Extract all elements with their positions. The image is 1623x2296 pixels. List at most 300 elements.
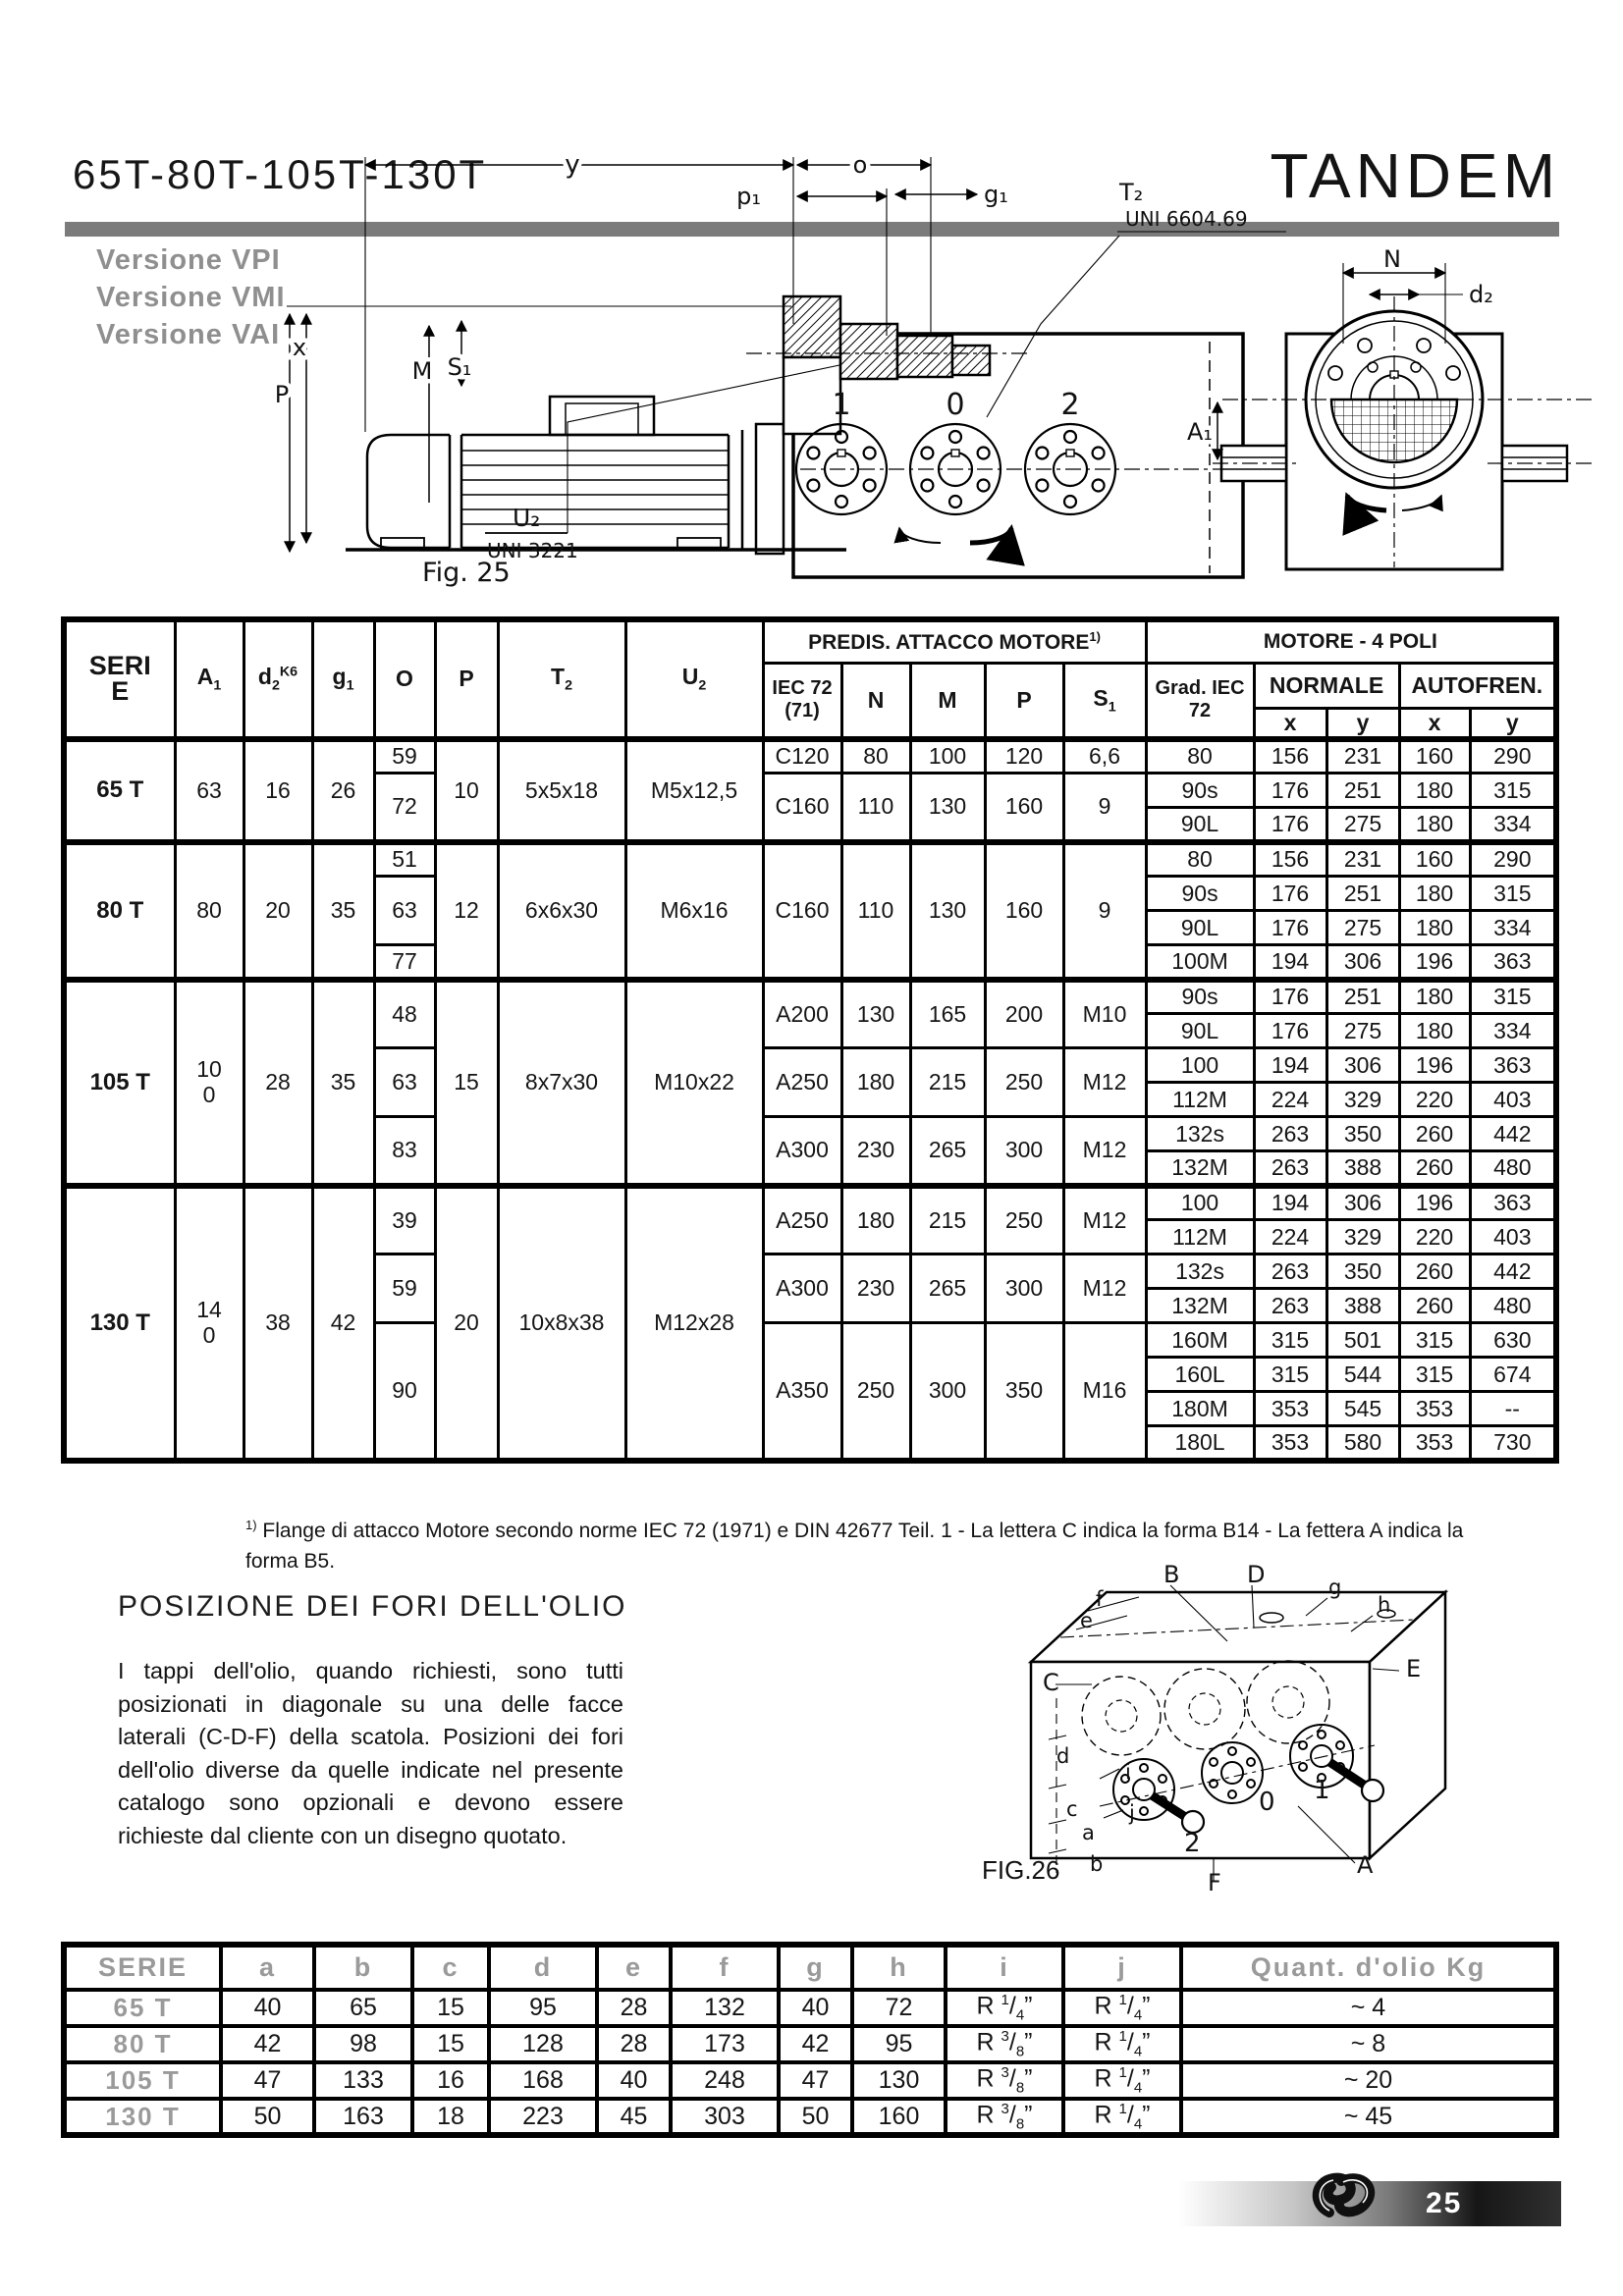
table-cell: 224 (1254, 1083, 1326, 1117)
main-table-header-cell: $U_2$ (625, 619, 763, 739)
table-cell: 40 (597, 2062, 671, 2099)
table-cell: 160 (1399, 739, 1470, 774)
svg-text:A: A (1357, 1851, 1374, 1879)
table-cell: 315 (1470, 774, 1556, 808)
main-table-header-cell: M (910, 663, 985, 739)
fig25-technical-drawing (265, 147, 1623, 599)
brand-logo-icon (1304, 2165, 1388, 2226)
main-table-header-cell: P (435, 619, 498, 739)
table-cell: R $^3/_8$” (946, 2026, 1063, 2062)
table-cell: 112M (1146, 1083, 1254, 1117)
port-label-2: 2 (1060, 388, 1080, 422)
table-cell: 132s (1146, 1117, 1254, 1151)
version-item: Versione VMI (96, 282, 286, 313)
table-cell: 480 (1470, 1151, 1556, 1186)
table-cell: ~ 4 (1181, 1990, 1556, 2026)
table-cell: 263 (1254, 1255, 1326, 1289)
table-cell: 28 (597, 1990, 671, 2026)
table-cell: 275 (1326, 808, 1399, 842)
table-cell-serie: 65 T (64, 1990, 221, 2026)
svg-text:D: D (1247, 1561, 1266, 1588)
svg-text:c: c (1066, 1797, 1078, 1821)
dim-label-m: M (411, 357, 433, 385)
table-cell: 35 (312, 980, 374, 1186)
main-dimension-table (61, 616, 1559, 1464)
table-cell: M16 (1063, 1323, 1146, 1461)
table-cell: 100 (175, 980, 243, 1186)
fig25-caption: Fig. 25 (422, 558, 511, 588)
table-cell: 47 (779, 2062, 852, 2099)
table-cell: 388 (1326, 1151, 1399, 1186)
table-cell: 544 (1326, 1358, 1399, 1392)
table-cell: 334 (1470, 911, 1556, 945)
table-row (64, 842, 1556, 877)
table-cell: A250 (763, 1186, 841, 1255)
table-cell: 110 (841, 774, 910, 842)
table-cell: 306 (1326, 1186, 1399, 1220)
svg-text:C: C (1043, 1669, 1059, 1696)
table-cell: 160L (1146, 1358, 1254, 1392)
main-table-header-cell: P (985, 663, 1063, 739)
bottom-table-header-cell: SERIE (64, 1945, 221, 1990)
table-cell: 65 T (64, 739, 175, 842)
dim-label-p: P (274, 381, 290, 408)
table-cell: 231 (1326, 842, 1399, 877)
table-cell: 194 (1254, 1186, 1326, 1220)
table-cell: 42 (221, 2026, 314, 2062)
oil-hole-dimension-table (61, 1942, 1559, 2138)
table-cell: 6,6 (1063, 739, 1146, 774)
table-cell: 315 (1254, 1323, 1326, 1358)
main-table-header-cell: MOTORE - 4 POLI (1146, 619, 1556, 663)
table-cell: 300 (985, 1255, 1063, 1323)
table-cell: 194 (1254, 945, 1326, 980)
svg-text:d: d (1056, 1744, 1070, 1768)
table-cell: 35 (312, 842, 374, 980)
table-cell: 10 (435, 739, 498, 842)
main-table-header-cell: x (1254, 708, 1326, 739)
table-cell: 265 (910, 1255, 985, 1323)
svg-text:E: E (1406, 1655, 1422, 1682)
table-cell: 15 (412, 1990, 489, 2026)
table-cell: 260 (1399, 1117, 1470, 1151)
table-cell: 90L (1146, 1014, 1254, 1048)
dim-label-p1: p₁ (736, 183, 761, 210)
table-cell: 215 (910, 1048, 985, 1117)
dim-label-s1: S₁ (447, 353, 472, 381)
table-cell: 95 (852, 2026, 946, 2062)
oil-section-paragraph: I tappi dell'olio, quando richiesti, sono tutti posizionati in diagonale su una delle facce laterali (C-D-F) della scatola. Posizioni dei fori dell'olio diverse da quelle indicate nel presente catalogo sono opzionali e devono essere richieste dal cliente con un disegno quotato. (118, 1658, 623, 1848)
table-cell: C160 (763, 774, 841, 842)
dim-label-a1: A₁ (1186, 418, 1214, 446)
table-row (64, 1186, 1556, 1220)
table-cell: 334 (1470, 1014, 1556, 1048)
table-cell: 130 T (64, 1186, 175, 1461)
table-cell: 180 (1399, 877, 1470, 911)
version-item: Versione VAI (96, 319, 281, 350)
svg-text:0: 0 (1259, 1788, 1275, 1817)
table-cell: 130 (910, 774, 985, 842)
table-cell: 80 T (64, 842, 175, 980)
table-cell: 6x6x30 (498, 842, 625, 980)
svg-text:e: e (1080, 1609, 1093, 1632)
page-number: 25 (1426, 2187, 1463, 2219)
table-cell: M5x12,5 (625, 739, 763, 842)
table-cell: 15 (412, 2026, 489, 2062)
table-cell: 630 (1470, 1323, 1556, 1358)
table-cell: 180 (1399, 911, 1470, 945)
table-cell: 306 (1326, 1048, 1399, 1083)
table-cell: 42 (312, 1186, 374, 1461)
table-cell: C120 (763, 739, 841, 774)
table-cell: A300 (763, 1117, 841, 1186)
table-cell: 224 (1254, 1220, 1326, 1255)
table-cell: 63 (175, 739, 243, 842)
table-cell: 15 (435, 980, 498, 1186)
table-cell: 176 (1254, 774, 1326, 808)
table-cell: 77 (374, 945, 435, 980)
table-cell: 163 (314, 2099, 412, 2135)
table-cell: 120 (985, 739, 1063, 774)
table-cell: A350 (763, 1323, 841, 1461)
table-cell: 315 (1470, 980, 1556, 1014)
table-cell: 353 (1399, 1426, 1470, 1461)
main-table-header-cell: y (1470, 708, 1556, 739)
table-cell: ~ 8 (1181, 2026, 1556, 2062)
table-cell: 5x5x18 (498, 739, 625, 842)
table-cell: 334 (1470, 808, 1556, 842)
table-cell: 315 (1399, 1323, 1470, 1358)
table-cell: 260 (1399, 1255, 1470, 1289)
table-cell: 223 (489, 2099, 597, 2135)
table-cell: 353 (1254, 1392, 1326, 1426)
svg-text:F: F (1208, 1869, 1221, 1896)
svg-text:2: 2 (1184, 1829, 1201, 1858)
table-cell: 9 (1063, 774, 1146, 842)
table-cell: M10 (1063, 980, 1146, 1048)
port-label-0: 0 (946, 388, 965, 422)
table-cell: 100 (910, 739, 985, 774)
main-table-header-cell: AUTOFREN. (1399, 663, 1556, 708)
table-cell: 260 (1399, 1289, 1470, 1323)
svg-text:b: b (1090, 1852, 1104, 1876)
table-cell: 90s (1146, 774, 1254, 808)
table-cell: 260 (1399, 1151, 1470, 1186)
table-cell: 59 (374, 1255, 435, 1323)
table-cell: M12x28 (625, 1186, 763, 1461)
table-cell: 133 (314, 2062, 412, 2099)
svg-text:a: a (1082, 1821, 1095, 1844)
table-cell: 20 (435, 1186, 498, 1461)
table-cell: 730 (1470, 1426, 1556, 1461)
table-cell: A300 (763, 1255, 841, 1323)
table-cell: M12 (1063, 1255, 1146, 1323)
table-cell: -- (1470, 1392, 1556, 1426)
table-cell: 10x8x38 (498, 1186, 625, 1461)
svg-text:f: f (1096, 1587, 1104, 1611)
table-cell: 180L (1146, 1426, 1254, 1461)
bottom-table-header-cell: d (489, 1945, 597, 1990)
table-cell: 196 (1399, 945, 1470, 980)
table-row (64, 1990, 1556, 2026)
table-cell: 83 (374, 1117, 435, 1186)
table-cell: 194 (1254, 1048, 1326, 1083)
table-cell: 363 (1470, 1186, 1556, 1220)
dim-label-d2: d₂ (1469, 281, 1493, 308)
bottom-table-header-cell: f (671, 1945, 779, 1990)
main-table-header-cell: $S_1$ (1063, 663, 1146, 739)
table-cell: 363 (1470, 1048, 1556, 1083)
main-table-header-cell: $d_2^{K6}$ (243, 619, 312, 739)
table-cell-serie: 130 T (64, 2099, 221, 2135)
bottom-table-header-cell: g (779, 1945, 852, 1990)
table-cell: 156 (1254, 739, 1326, 774)
table-cell: 196 (1399, 1186, 1470, 1220)
table-cell: 580 (1326, 1426, 1399, 1461)
table-cell: 51 (374, 842, 435, 877)
table-cell: 160M (1146, 1323, 1254, 1358)
table-cell: 388 (1326, 1289, 1399, 1323)
table-cell: 176 (1254, 911, 1326, 945)
table-cell: 50 (779, 2099, 852, 2135)
table-cell: 45 (597, 2099, 671, 2135)
fig26-caption: FIG.26 (982, 1855, 1060, 1885)
table-cell: 350 (1326, 1117, 1399, 1151)
table-cell: 180 (1399, 808, 1470, 842)
bottom-table-header-cell: c (412, 1945, 489, 1990)
table-cell: 300 (910, 1323, 985, 1461)
table-cell: 12 (435, 842, 498, 980)
table-cell: M12 (1063, 1048, 1146, 1117)
table-cell: 8x7x30 (498, 980, 625, 1186)
table-cell: 180 (1399, 774, 1470, 808)
table-cell: 220 (1399, 1083, 1470, 1117)
table-cell: 156 (1254, 842, 1326, 877)
table-cell: 196 (1399, 1048, 1470, 1083)
version-list (96, 241, 286, 353)
norm-label-uni3221: UNI 3221 (487, 539, 578, 562)
table-cell: 16 (243, 739, 312, 842)
table-cell: 132s (1146, 1255, 1254, 1289)
table-cell: 40 (221, 1990, 314, 2026)
table-cell: 48 (374, 980, 435, 1048)
table-cell: 353 (1399, 1392, 1470, 1426)
table-cell: 130 (841, 980, 910, 1048)
table-cell: 132M (1146, 1151, 1254, 1186)
table-cell: 180 (1399, 1014, 1470, 1048)
table-cell: 403 (1470, 1083, 1556, 1117)
table-cell: 315 (1254, 1358, 1326, 1392)
table-cell: A200 (763, 980, 841, 1048)
svg-text:h: h (1378, 1593, 1391, 1617)
table-cell: R $^1/_4$” (1063, 2099, 1181, 2135)
gearbox-isometric-box (1031, 1592, 1445, 1858)
table-cell: 59 (374, 739, 435, 774)
fig26-isometric-drawing (967, 1549, 1502, 1902)
table-cell: 442 (1470, 1255, 1556, 1289)
table-cell: 140 (175, 1186, 243, 1461)
table-cell: 160 (1399, 842, 1470, 877)
table-cell: 230 (841, 1255, 910, 1323)
table-cell: R $^3/_8$” (946, 2062, 1063, 2099)
table-cell: 80 (175, 842, 243, 980)
main-table-header-cell: y (1326, 708, 1399, 739)
table-cell: M12 (1063, 1117, 1146, 1186)
bottom-table-header-cell: h (852, 1945, 946, 1990)
svg-text:i: i (1125, 1760, 1131, 1784)
page-footer-bar (1178, 2181, 1561, 2226)
table-cell: 40 (779, 1990, 852, 2026)
main-table-header-cell: NORMALE (1254, 663, 1399, 708)
gearbox-rear-view (1213, 296, 1596, 569)
table-cell: 290 (1470, 739, 1556, 774)
main-table-header-cell: $g_1$ (312, 619, 374, 739)
table-cell: 132 (671, 1990, 779, 2026)
table-cell: 350 (1326, 1255, 1399, 1289)
table-cell: 173 (671, 2026, 779, 2062)
table-cell: 130 (852, 2062, 946, 2099)
main-table-header-cell: Grad. IEC 72 (1146, 663, 1254, 739)
table-cell: C160 (763, 842, 841, 980)
table-cell: 100M (1146, 945, 1254, 980)
table-cell: 329 (1326, 1220, 1399, 1255)
table-cell: 306 (1326, 945, 1399, 980)
table-cell: 28 (597, 2026, 671, 2062)
table-cell: 231 (1326, 739, 1399, 774)
table-cell: 63 (374, 877, 435, 945)
table-cell: 250 (985, 1186, 1063, 1255)
table-cell: 80 (1146, 842, 1254, 877)
table-cell: 403 (1470, 1220, 1556, 1255)
table-cell: M12 (1063, 1186, 1146, 1255)
table-cell: 263 (1254, 1151, 1326, 1186)
dim-label-y: y (565, 150, 580, 180)
dim-label-n: N (1383, 245, 1401, 273)
bottom-table-header-cell: a (221, 1945, 314, 1990)
table-cell: 250 (985, 1048, 1063, 1117)
table-cell: 16 (412, 2062, 489, 2099)
table-cell: 20 (243, 842, 312, 980)
table-cell: 112M (1146, 1220, 1254, 1255)
table-cell: 251 (1326, 980, 1399, 1014)
table-cell: 80 (1146, 739, 1254, 774)
table-cell: 363 (1470, 945, 1556, 980)
table-cell: 329 (1326, 1083, 1399, 1117)
table-cell: 220 (1399, 1220, 1470, 1255)
table-cell: R $^3/_8$” (946, 2099, 1063, 2135)
table-cell: 251 (1326, 774, 1399, 808)
table-cell: 39 (374, 1186, 435, 1255)
table-cell: 176 (1254, 877, 1326, 911)
dim-label-x: x (292, 334, 307, 361)
table-cell: 265 (910, 1117, 985, 1186)
table-cell: 95 (489, 1990, 597, 2026)
table-cell: 674 (1470, 1358, 1556, 1392)
svg-text:j: j (1129, 1801, 1135, 1825)
table-cell: 442 (1470, 1117, 1556, 1151)
table-cell: 130 (910, 842, 985, 980)
table-cell: 72 (852, 1990, 946, 2026)
table-cell: 180 (841, 1186, 910, 1255)
main-table-header-cell: x (1399, 708, 1470, 739)
table-cell: 263 (1254, 1289, 1326, 1323)
table-cell: 250 (841, 1323, 910, 1461)
table-cell: 100 (1146, 1186, 1254, 1220)
bottom-table-header-cell: j (1063, 1945, 1181, 1990)
table-cell: M6x16 (625, 842, 763, 980)
main-table-header-cell: SERIE (64, 619, 175, 739)
table-cell: 160 (852, 2099, 946, 2135)
table-cell: 275 (1326, 1014, 1399, 1048)
table-cell: 263 (1254, 1117, 1326, 1151)
main-table-header-cell: PREDIS. ATTACCO MOTORE$^{1)}$ (763, 619, 1146, 663)
table-cell: R $^1/_4$” (1063, 2062, 1181, 2099)
table-cell: 90L (1146, 911, 1254, 945)
table-cell: 42 (779, 2026, 852, 2062)
table-cell: 72 (374, 774, 435, 842)
table-cell: 315 (1399, 1358, 1470, 1392)
table-cell: 300 (985, 1117, 1063, 1186)
main-table-header-cell: IEC 72 (71) (763, 663, 841, 739)
table-cell: 47 (221, 2062, 314, 2099)
table-cell: 98 (314, 2026, 412, 2062)
table-cell: 303 (671, 2099, 779, 2135)
table-cell: 80 (841, 739, 910, 774)
dim-label-g1: g₁ (984, 181, 1008, 208)
bottom-table-header-cell: i (946, 1945, 1063, 1990)
table-row (64, 2099, 1556, 2135)
table-cell: 501 (1326, 1323, 1399, 1358)
table-cell: 50 (221, 2099, 314, 2135)
main-table-header-cell: $A_1$ (175, 619, 243, 739)
table-cell: 105 T (64, 980, 175, 1186)
version-item: Versione VPI (96, 244, 281, 276)
table-cell: 315 (1470, 877, 1556, 911)
table-cell: 215 (910, 1186, 985, 1255)
main-table-header-cell: N (841, 663, 910, 739)
table-cell: 26 (312, 739, 374, 842)
table-cell: 176 (1254, 808, 1326, 842)
dim-label-t2: T₂ (1119, 179, 1144, 206)
table-row (64, 2062, 1556, 2099)
bottom-table-header-cell: e (597, 1945, 671, 1990)
table-cell: 90 (374, 1323, 435, 1461)
table-cell: 168 (489, 2062, 597, 2099)
table-cell: 200 (985, 980, 1063, 1048)
table-cell: R $^1/_4$” (1063, 2026, 1181, 2062)
table-cell: ~ 20 (1181, 2062, 1556, 2099)
table-cell: 38 (243, 1186, 312, 1461)
table-cell: 18 (412, 2099, 489, 2135)
table-cell: 160 (985, 842, 1063, 980)
table-cell: 545 (1326, 1392, 1399, 1426)
table-cell: 251 (1326, 877, 1399, 911)
table-cell: 176 (1254, 1014, 1326, 1048)
port-label-1: 1 (832, 388, 851, 422)
brand-title: TANDEM (1270, 140, 1560, 211)
table-cell: 160 (985, 774, 1063, 842)
table-cell: 110 (841, 842, 910, 980)
table-row (64, 2026, 1556, 2062)
table-cell-serie: 80 T (64, 2026, 221, 2062)
table-cell: 9 (1063, 842, 1146, 980)
table-cell: 176 (1254, 980, 1326, 1014)
table-cell: ~ 45 (1181, 2099, 1556, 2135)
table-cell: 180 (1399, 980, 1470, 1014)
table-cell: R $^1/_4$” (946, 1990, 1063, 2026)
svg-text:g: g (1328, 1575, 1342, 1599)
table-cell: 230 (841, 1117, 910, 1186)
